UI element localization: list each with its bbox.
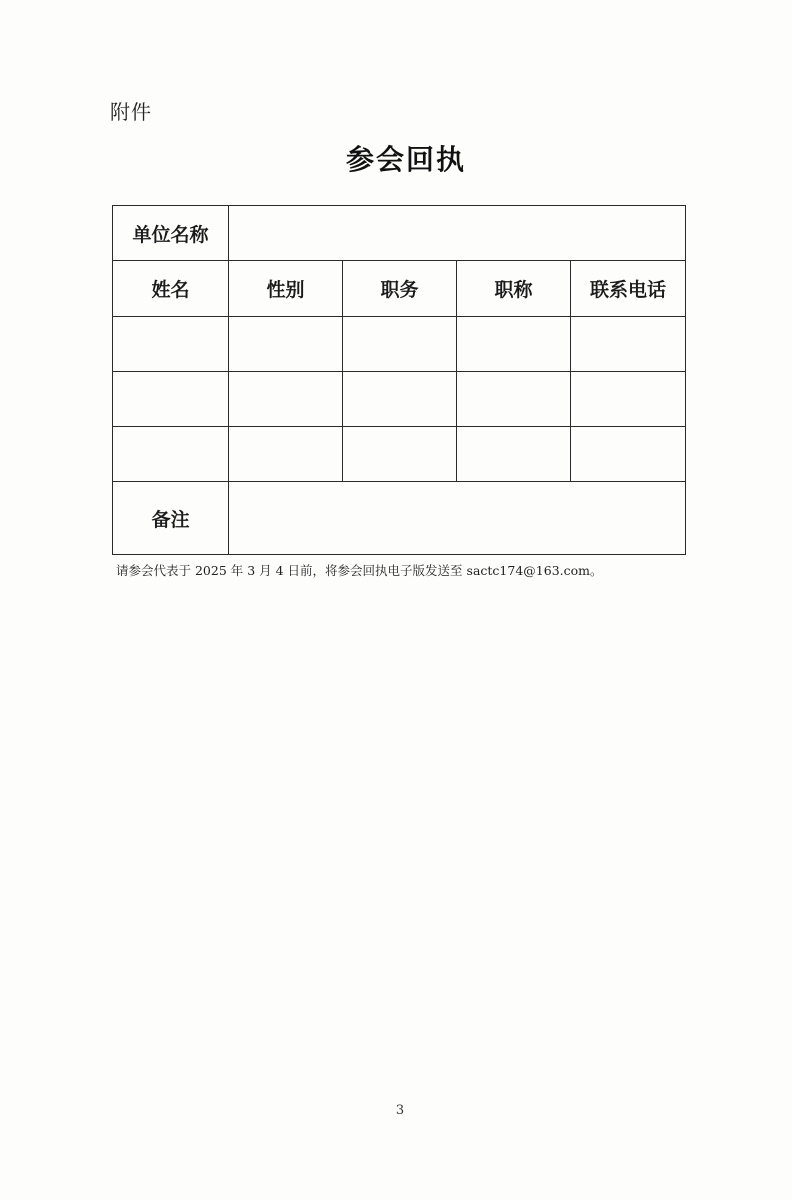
- position-cell[interactable]: [343, 372, 457, 427]
- title-cell[interactable]: [457, 427, 571, 482]
- column-header-gender: 性别: [229, 261, 343, 317]
- name-cell[interactable]: [113, 372, 229, 427]
- title-cell[interactable]: [457, 372, 571, 427]
- page-title: 参会回执: [345, 143, 466, 176]
- table-row: [113, 372, 686, 427]
- title-cell[interactable]: [457, 317, 571, 372]
- remark-label: 备注: [113, 482, 229, 555]
- position-cell[interactable]: [343, 427, 457, 482]
- unit-name-field[interactable]: [229, 206, 686, 261]
- column-header-phone: 联系电话: [571, 261, 686, 317]
- table-row: [113, 317, 686, 372]
- position-cell[interactable]: [343, 317, 457, 372]
- name-cell[interactable]: [113, 317, 229, 372]
- attendance-receipt-table: [112, 205, 686, 555]
- unit-name-label: 单位名称: [113, 206, 229, 261]
- column-header-name: 姓名: [113, 261, 229, 317]
- column-header-title: 职称: [457, 261, 571, 317]
- submission-note: 请参会代表于 2025 年 3 月 4 日前，将参会回执电子版发送至 sactc174@163.com。: [116, 563, 603, 578]
- phone-cell[interactable]: [571, 427, 686, 482]
- remark-row: [113, 482, 686, 555]
- phone-cell[interactable]: [571, 317, 686, 372]
- remark-field[interactable]: [229, 482, 686, 555]
- table-header-row: [113, 261, 686, 317]
- gender-cell[interactable]: [229, 372, 343, 427]
- attachment-label: 附件: [110, 100, 152, 124]
- gender-cell[interactable]: [229, 427, 343, 482]
- gender-cell[interactable]: [229, 317, 343, 372]
- table-row: [113, 427, 686, 482]
- phone-cell[interactable]: [571, 372, 686, 427]
- unit-row: [113, 206, 686, 261]
- page-number: 3: [395, 1103, 405, 1118]
- name-cell[interactable]: [113, 427, 229, 482]
- column-header-position: 职务: [343, 261, 457, 317]
